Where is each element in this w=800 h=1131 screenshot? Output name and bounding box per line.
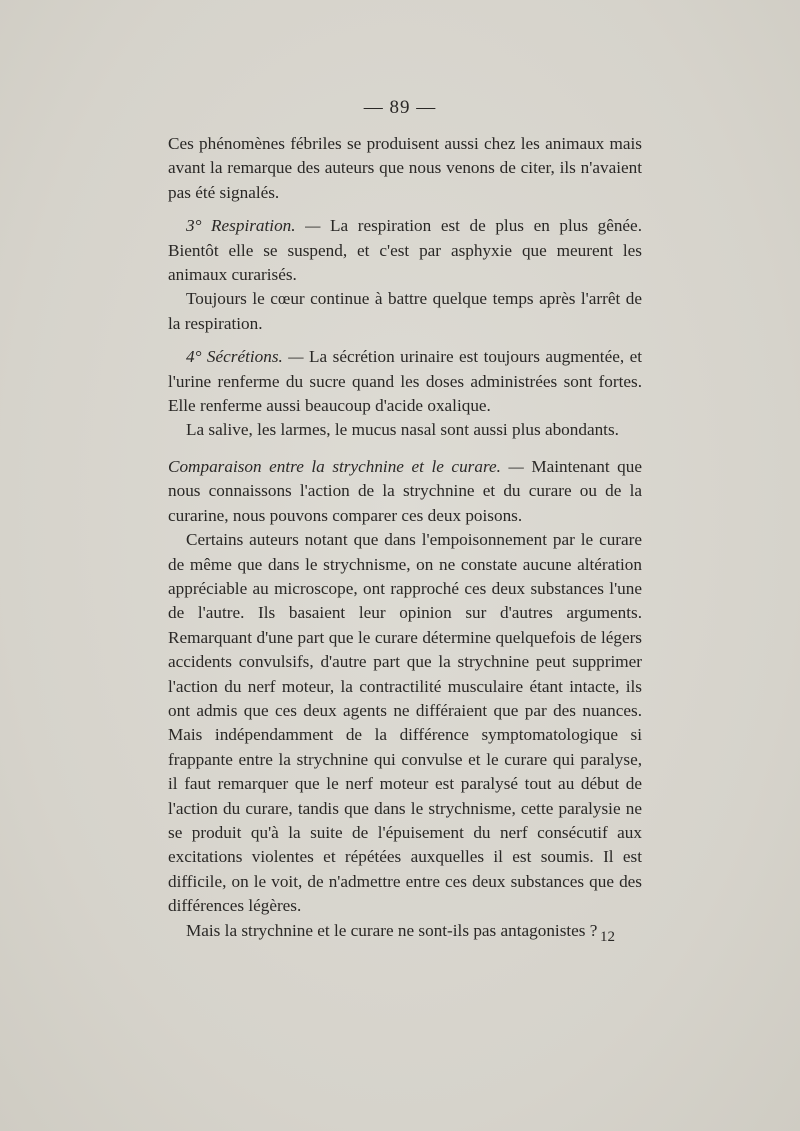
paragraph-respiration [168,214,642,287]
paragraph-text: Toujours le cœur continue à battre quelque temps après l'arrêt de la respiration. [168,289,642,333]
paragraph-text: Maintenant que nous connaissons l'action de la strychnine et du curare ou de la curarine, nous pouvons comparer ces deux poisons. [168,456,642,525]
paragraph-text: Mais la strychnine et le curare ne sont-ils pas antagonistes ? [186,920,598,940]
paragraph-fever [168,132,642,205]
paragraph-text: Ces phénomènes fébriles se produisent aussi chez les animaux mais avant la remarque des auteurs que nous venons de citer, ils n'avaient pas été signalés. [168,134,642,202]
section-heading-respiration: 3° Respiration. — [186,216,321,236]
page-number: — 89 — [363,97,437,118]
paragraph-antagonists [168,919,642,943]
paragraph-text: La sécrétion urinaire est toujours augmentée, et l'urine renferme du sucre quand les doses administrées sont fortes. Elle renferme aussi beaucoup d'acide oxalique. [168,347,642,416]
paragraph-saliva [168,418,642,442]
paragraph-comparison [168,455,642,528]
paragraph-secretions [168,345,642,418]
section-heading-comparison: Comparaison entre la strychnine et le curare. — [168,456,524,476]
section-heading-secretions: 4° Sécrétions. — [186,347,304,367]
body-text [168,132,642,943]
paragraph-text: Certains auteurs notant que dans l'empoisonnement par le curare de même que dans le strychnisme, on ne constate aucune altération appréciable au microscope, ont rapproché ces deux substances l'une de l'autre. Ils basaient leur opinion sur d'autres arguments. Remarquant d'une part que le curare détermine quelquefois de légers accidents convulsifs, d'autre part que la strychnine peut supprimer l'action du nerf moteur, la contractilité musculaire étant intacte, ils ont admis que ces deux agents ne différaient que par des nuances. Mais indépendamment de la différence symptomatologique si frappante entre la strychnine qui convulse et le curare qui paralyse, il faut remarquer que le nerf moteur est paralysé tout au début de l'action du curare, tandis que dans le strychnisme, cette paralysie ne se produit qu'à la suite de l'épuisement du nerf consécutif aux excitations violentes et répétées auxquelles il est soumis. Il est difficile, on le voit, de n'admettre entre ces deux substances que des différences légères. [168,530,642,916]
paragraph-authors [168,528,642,919]
paragraph-text: La salive, les larmes, le mucus nasal sont aussi plus abondants. [186,420,619,440]
paragraph-heart [168,287,642,336]
printer-signature-mark: 12 [600,929,615,945]
paragraph-text: La respiration est de plus en plus gênée. Bientôt elle se suspend, et c'est par asphyxie que meurent les animaux curarisés. [168,216,642,285]
